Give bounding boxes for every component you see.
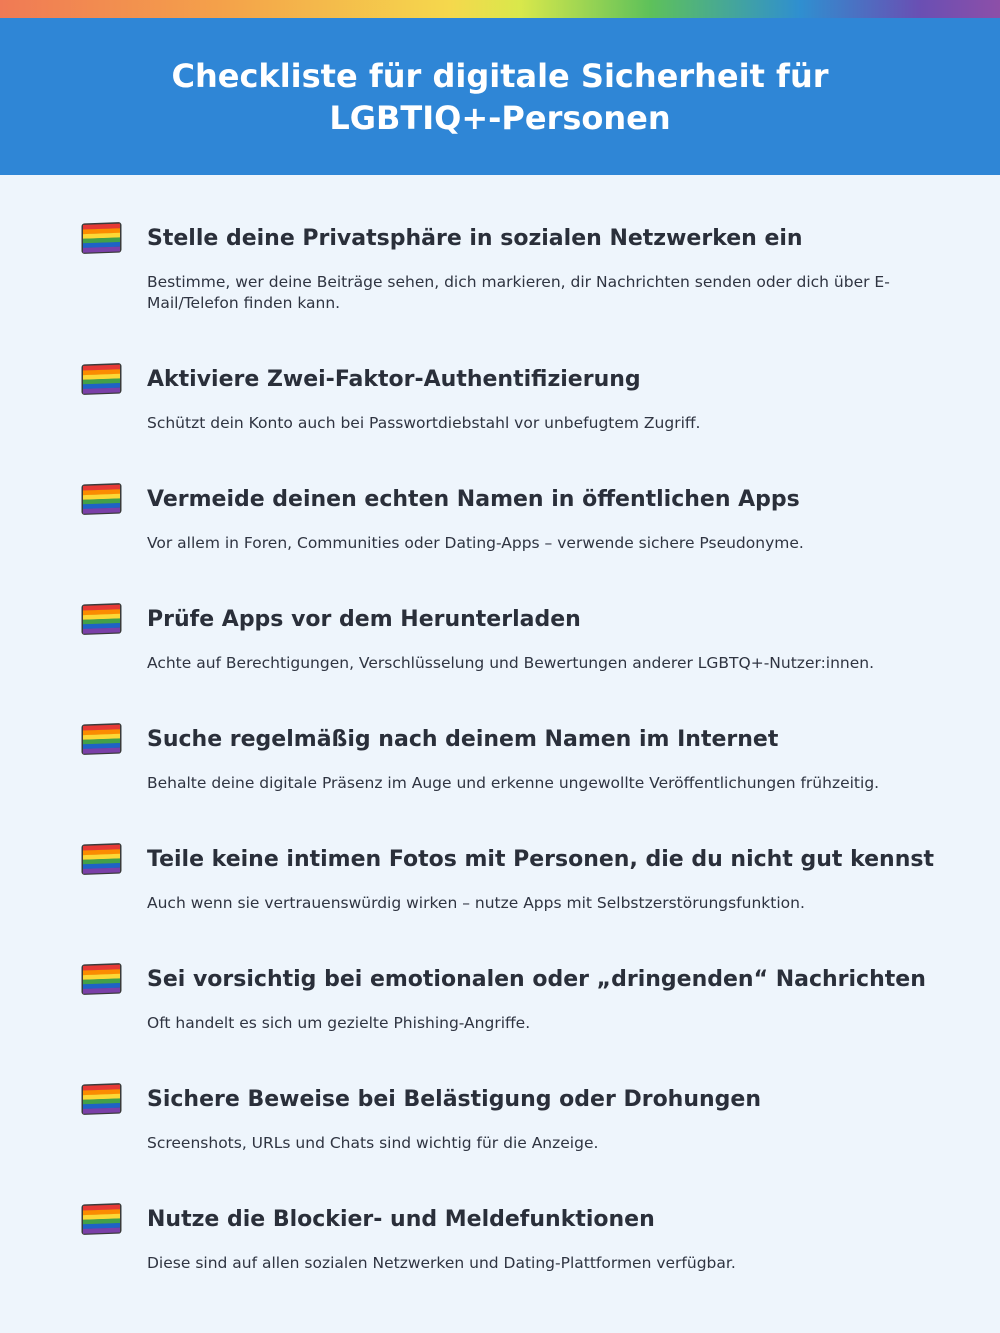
rainbow-flag-icon — [80, 1083, 123, 1117]
checklist-item-title: Nutze die Blockier- und Meldefunktionen — [147, 1207, 655, 1232]
rainbow-top-bar — [0, 0, 1000, 18]
checklist-item-description: Behalte deine digitale Präsenz im Auge und erkenne ungewollte Veröffentlichungen frühzeitig. — [147, 774, 880, 792]
checklist-item-title: Suche regelmäßig nach deinem Namen im Internet — [147, 727, 779, 752]
checklist-item-title: Stelle deine Privatsphäre in sozialen Netzwerken ein — [147, 226, 803, 251]
checklist-item-title: Teile keine intimen Fotos mit Personen, die du nicht gut kennst — [147, 847, 934, 872]
checklist-item-title: Vermeide deinen echten Namen in öffentlichen Apps — [147, 487, 800, 512]
checklist-item-title: Sei vorsichtig bei emotionalen oder „dringenden“ Nachrichten — [147, 967, 926, 992]
rainbow-flag-icon — [80, 363, 123, 397]
checklist-item-title: Aktiviere Zwei-Faktor-Authentifizierung — [147, 367, 641, 392]
rainbow-flag-icon — [80, 1203, 123, 1237]
checklist-item-description: Oft handelt es sich um gezielte Phishing-Angriffe. — [147, 1014, 531, 1032]
page-title: Checkliste für digitale Sicherheit für LGBTIQ+-Personen — [171, 56, 829, 137]
checklist-item-description: Vor allem in Foren, Communities oder Dating-Apps – verwende sichere Pseudonyme. — [147, 534, 804, 552]
checklist-item-description: Diese sind auf allen sozialen Netzwerken und Dating-Plattformen verfügbar. — [147, 1254, 736, 1272]
rainbow-flag-icon — [80, 483, 123, 517]
checklist-item-description: Achte auf Berechtigungen, Verschlüsselung und Bewertungen anderer LGBTQ+-Nutzer:innen. — [147, 654, 875, 672]
checklist-item-description: Bestimme, wer deine Beiträge sehen, dich markieren, dir Nachrichten senden oder dich über E-Mail/Telefon finden kann. — [147, 273, 890, 312]
checklist-item-title: Sichere Beweise bei Belästigung oder Drohungen — [147, 1087, 762, 1112]
page-header — [0, 18, 1000, 175]
checklist-item-description: Auch wenn sie vertrauenswürdig wirken – nutze Apps mit Selbstzerstörungsfunktion. — [147, 894, 805, 912]
rainbow-flag-icon — [80, 963, 123, 997]
rainbow-flag-icon — [80, 723, 123, 757]
checklist-item-description: Screenshots, URLs und Chats sind wichtig für die Anzeige. — [147, 1134, 599, 1152]
checklist-item-title: Prüfe Apps vor dem Herunterladen — [147, 607, 581, 632]
rainbow-flag-icon — [80, 603, 123, 637]
rainbow-flag-icon — [80, 843, 123, 877]
rainbow-flag-icon — [80, 222, 123, 256]
checklist-item-description: Schützt dein Konto auch bei Passwortdiebstahl vor unbefugtem Zugriff. — [147, 414, 701, 432]
